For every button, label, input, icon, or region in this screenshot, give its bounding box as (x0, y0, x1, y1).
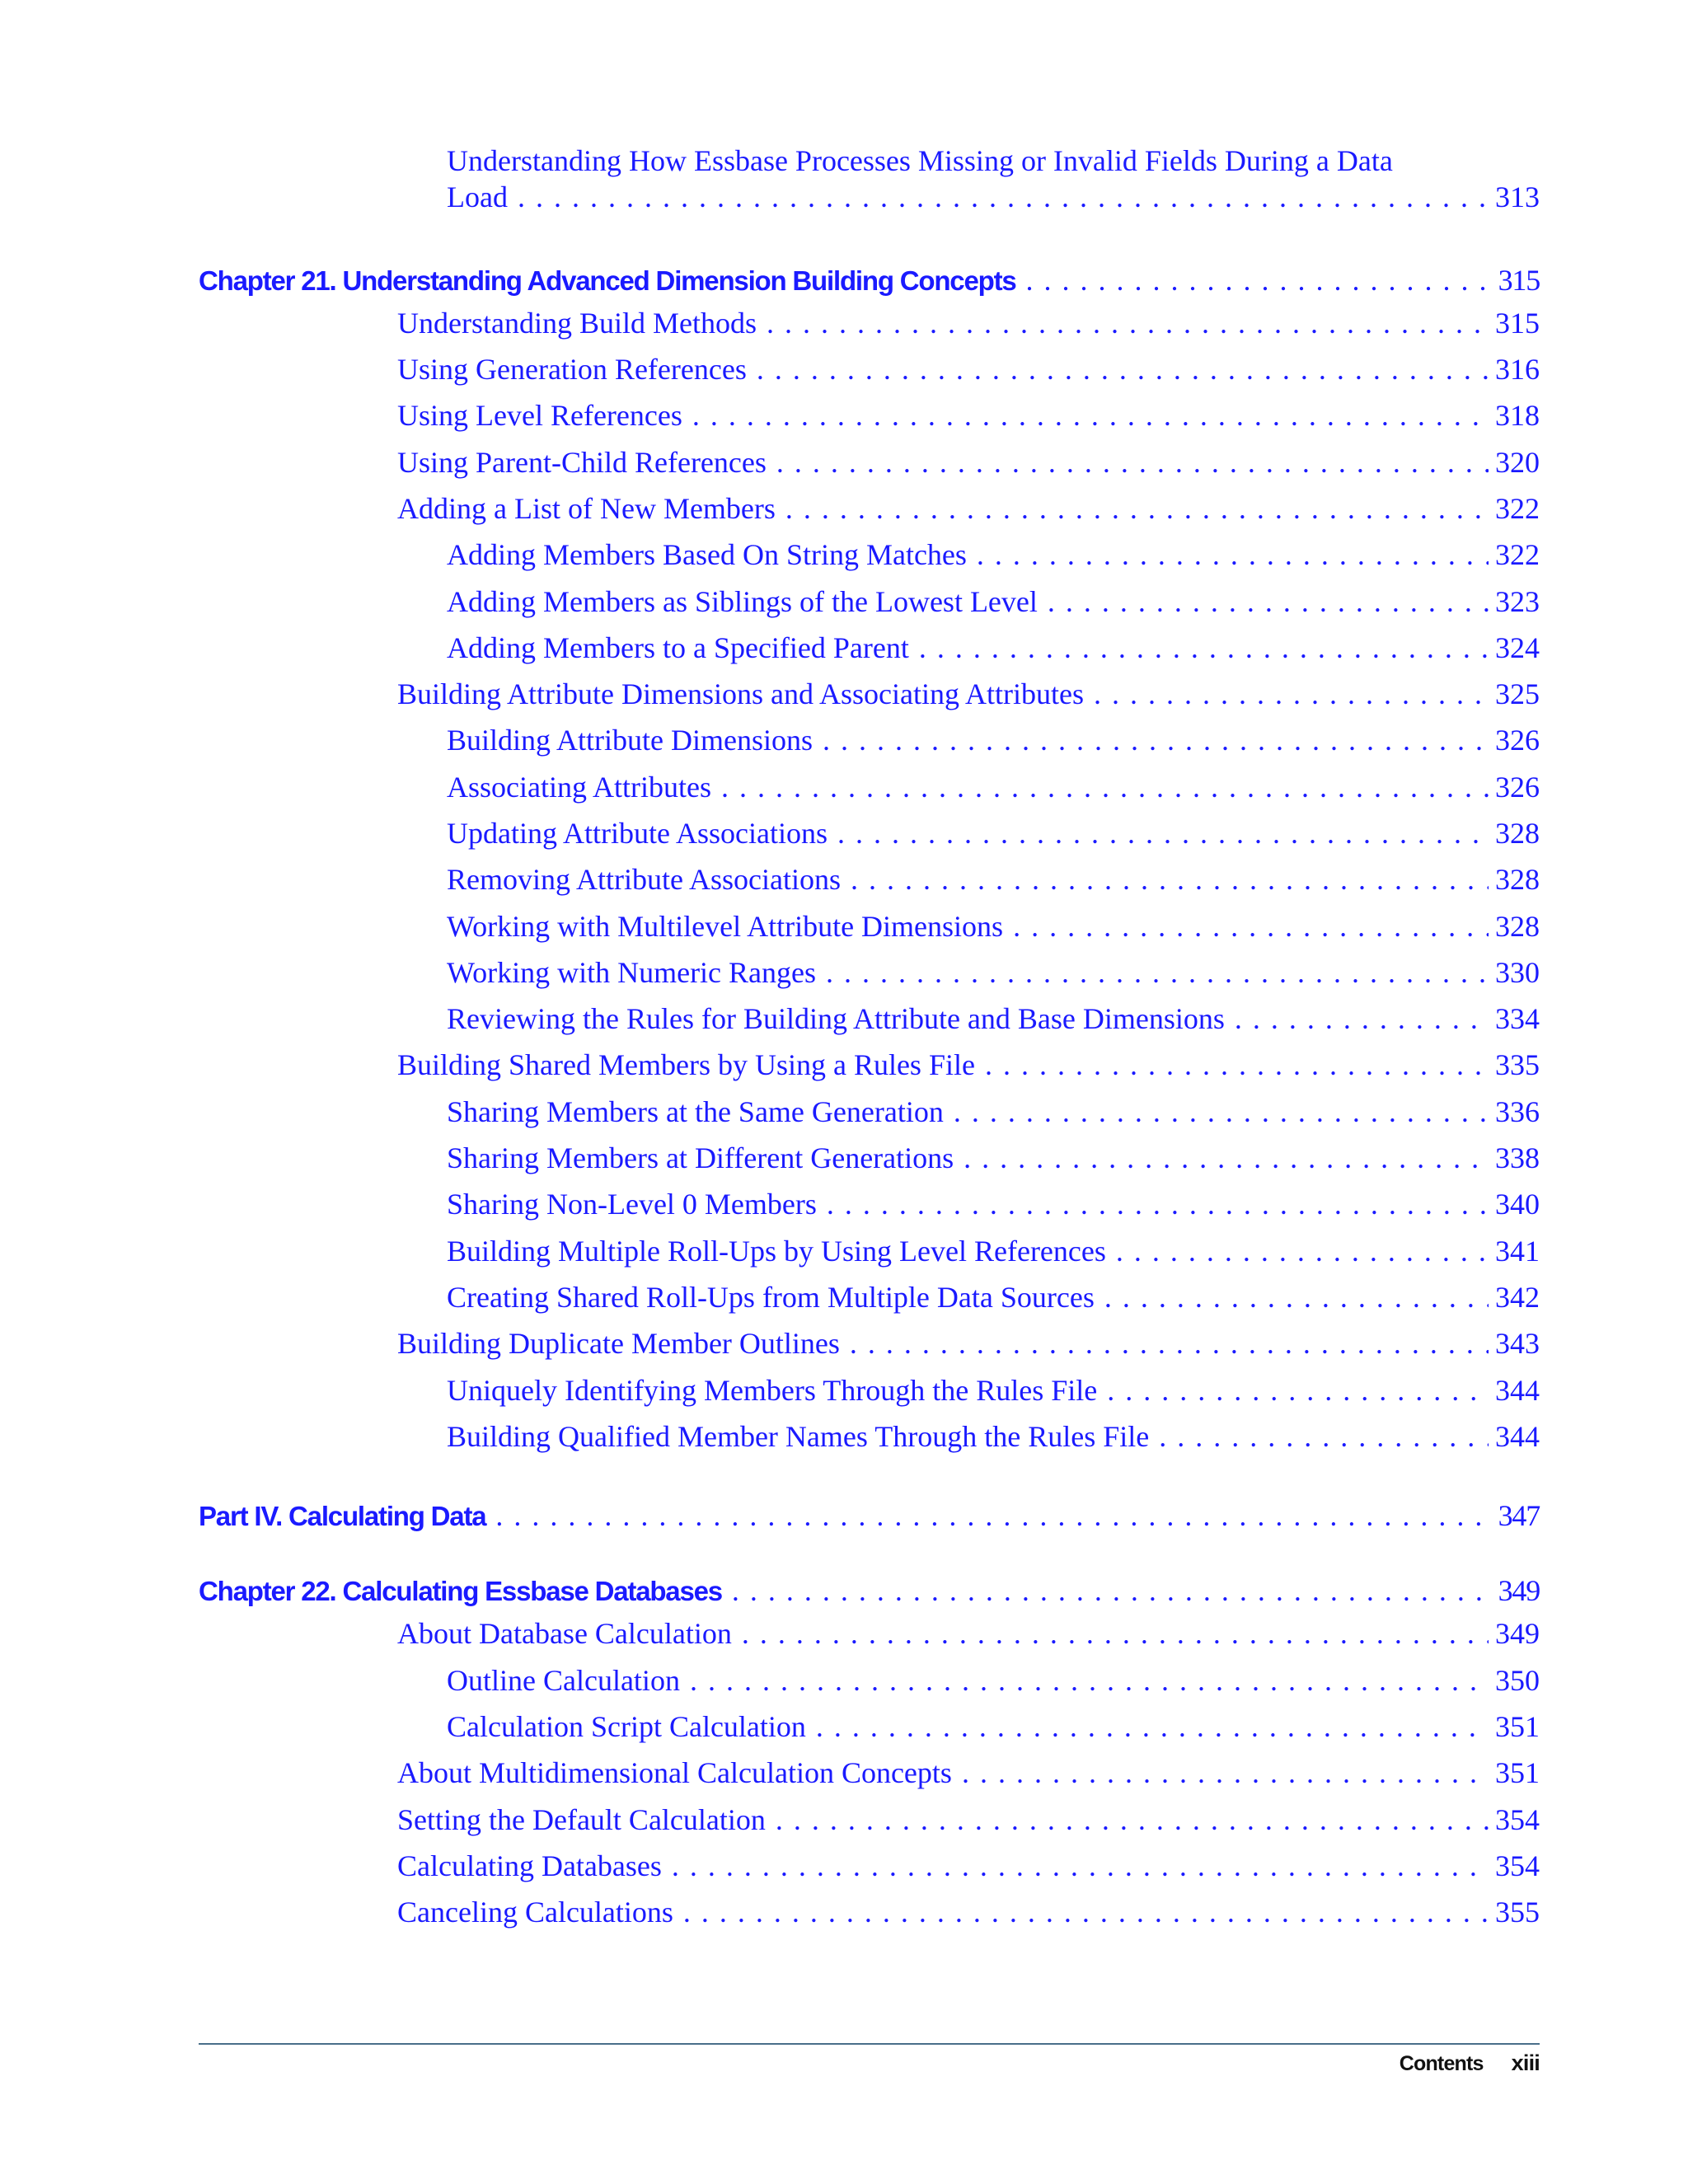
toc-entry-page: 324 (1495, 631, 1540, 664)
dot-leader (964, 1141, 1489, 1175)
toc-entry[interactable] (397, 1326, 1540, 1361)
toc-entry-page: 343 (1495, 1327, 1540, 1360)
toc-entry-title: Removing Attribute Associations (447, 863, 841, 896)
toc-entry-title: Calculating Databases (397, 1849, 662, 1882)
toc-entry-page: 351 (1495, 1756, 1540, 1789)
dot-leader (1116, 1234, 1489, 1268)
dot-leader (919, 630, 1489, 665)
toc-entry-page: 322 (1495, 538, 1540, 571)
toc-entry[interactable] (397, 491, 1540, 526)
toc-entry[interactable] (447, 909, 1540, 944)
toc-entry-page: 318 (1495, 399, 1540, 432)
dot-leader (985, 1047, 1489, 1082)
toc-heading-entry[interactable] (199, 1498, 1540, 1533)
dot-leader (977, 537, 1489, 572)
toc-entry-title: Outline Calculation (447, 1664, 680, 1697)
toc-entry-title: Using Parent-Child References (397, 446, 767, 479)
toc-entry-page: 349 (1495, 1617, 1540, 1650)
toc-entry-title: Uniquely Identifying Members Through the Rules File (447, 1374, 1098, 1407)
toc-entry-title: Building Shared Members by Using a Rules File (397, 1048, 975, 1081)
toc-entry[interactable] (397, 1895, 1540, 1929)
dot-leader (495, 1498, 1491, 1533)
toc-entry-page: 328 (1495, 817, 1540, 850)
dot-leader (1235, 1001, 1489, 1036)
dot-leader (1094, 677, 1489, 711)
toc-entry[interactable] (447, 1373, 1540, 1408)
toc-entry-title: Canceling Calculations (397, 1896, 673, 1929)
toc-entry-page: 328 (1495, 910, 1540, 943)
toc-entry-title: Updating Attribute Associations (447, 817, 828, 850)
dot-leader (776, 1802, 1489, 1837)
dot-leader (672, 1849, 1489, 1883)
toc-entry[interactable] (447, 537, 1540, 572)
toc-entry[interactable] (447, 630, 1540, 665)
toc-entry-title: Building Attribute Dimensions (447, 724, 814, 757)
toc-entry-title: About Database Calculation (397, 1617, 732, 1650)
dot-leader (518, 180, 1489, 214)
toc-entry-page: 349 (1498, 1574, 1540, 1607)
toc-entry[interactable] (397, 1849, 1540, 1883)
toc-entry-page: 325 (1495, 677, 1540, 710)
dot-leader (962, 1755, 1489, 1790)
footer-page-number: xiii (1511, 2050, 1540, 2075)
toc-entry-title: Working with Numeric Ranges (447, 956, 817, 989)
footer-section-label: Contents (1399, 2052, 1484, 2075)
toc-entry-page: 341 (1495, 1235, 1540, 1268)
dot-leader (837, 816, 1489, 851)
toc-entry[interactable] (447, 584, 1540, 619)
toc-entry-page: 322 (1495, 492, 1540, 525)
toc-entry[interactable] (397, 1802, 1540, 1837)
dot-leader (826, 955, 1489, 990)
toc-continued-title-line1[interactable]: Understanding How Essbase Processes Missing or Invalid Fields During a Data (447, 144, 1393, 177)
toc-entry[interactable] (397, 677, 1540, 711)
toc-heading-entry[interactable] (199, 1573, 1540, 1608)
toc-entry[interactable] (447, 1187, 1540, 1221)
toc-entry[interactable] (397, 306, 1540, 340)
toc-entry[interactable] (447, 1141, 1540, 1175)
toc-entry-title: Part IV. Calculating Data (199, 1501, 486, 1531)
toc-entry[interactable] (447, 1419, 1540, 1454)
toc-entry-title: Adding a List of New Members (397, 492, 776, 525)
toc-entry[interactable] (447, 816, 1540, 851)
toc-entry-page: 347 (1498, 1499, 1540, 1532)
dot-leader (1104, 1280, 1489, 1315)
toc-entry-page: 351 (1495, 1710, 1540, 1743)
toc-entry-title: Associating Attributes (447, 771, 711, 804)
toc-entry-title: Building Duplicate Member Outlines (397, 1327, 840, 1360)
dot-leader (692, 398, 1489, 433)
toc-entry[interactable] (397, 398, 1540, 433)
toc-entry[interactable] (447, 1234, 1540, 1268)
dot-leader (742, 1616, 1489, 1651)
toc-entry-page: 326 (1495, 724, 1540, 757)
toc-entry-title: Creating Shared Roll-Ups from Multiple Data Sources (447, 1281, 1095, 1314)
dot-leader (757, 352, 1489, 387)
dot-leader (683, 1895, 1489, 1929)
toc-entry-title: Sharing Non-Level 0 Members (447, 1188, 817, 1221)
toc-entry-title: Sharing Members at the Same Generation (447, 1095, 944, 1128)
toc-entry-page: 354 (1495, 1803, 1540, 1836)
dot-leader (721, 770, 1489, 804)
toc-entry[interactable] (447, 1001, 1540, 1036)
toc-entry-page: 316 (1495, 353, 1540, 386)
toc-entry-title: Building Attribute Dimensions and Associating Attributes (397, 677, 1084, 710)
dot-leader (785, 491, 1489, 526)
toc-entry-title: Chapter 21. Understanding Advanced Dimension Building Concepts (199, 265, 1016, 296)
toc-entry-page: 334 (1495, 1002, 1540, 1035)
toc-entry-page: 354 (1495, 1849, 1540, 1882)
dot-leader (732, 1573, 1492, 1608)
dot-leader (954, 1094, 1489, 1129)
toc-entry-page: 313 (1495, 180, 1540, 213)
toc-entry-title: About Multidimensional Calculation Concepts (397, 1756, 952, 1789)
dot-leader (776, 445, 1489, 480)
toc-entry-title: Understanding Build Methods (397, 307, 757, 340)
toc-entry-page: 315 (1495, 307, 1540, 340)
footer-divider (199, 2043, 1540, 2045)
toc-entry-page: 323 (1495, 585, 1540, 618)
toc-entry-title: Building Multiple Roll-Ups by Using Level References (447, 1235, 1106, 1268)
toc-entry-page: 320 (1495, 446, 1540, 479)
toc-continued-entry[interactable] (447, 180, 1540, 214)
dot-leader (767, 306, 1489, 340)
dot-leader (1159, 1419, 1489, 1454)
toc-entry-page: 340 (1495, 1188, 1540, 1221)
toc-entry[interactable] (447, 955, 1540, 990)
toc-entry[interactable] (447, 1709, 1540, 1744)
toc-entry-title: Adding Members Based On String Matches (447, 538, 967, 571)
dot-leader (850, 1326, 1489, 1361)
toc-entry-title: Calculation Script Calculation (447, 1710, 806, 1743)
toc-entry-title: Chapter 22. Calculating Essbase Databases (199, 1576, 722, 1606)
toc-entry[interactable] (397, 352, 1540, 387)
toc-entry-page: 338 (1495, 1141, 1540, 1174)
toc-entry-title: Using Level References (397, 399, 682, 432)
toc-entry-page: 326 (1495, 771, 1540, 804)
toc-entry-title: Sharing Members at Different Generations (447, 1141, 954, 1174)
toc-entry-page: 350 (1495, 1664, 1540, 1697)
dot-leader (851, 862, 1489, 897)
dot-leader (823, 723, 1489, 757)
dot-leader (1026, 263, 1492, 298)
toc-entry[interactable] (447, 1094, 1540, 1129)
toc-entry-page: 355 (1495, 1896, 1540, 1929)
toc-entry-page: 315 (1498, 264, 1540, 297)
toc-entry-title: Adding Members as Siblings of the Lowest Level (447, 585, 1038, 618)
dot-leader (827, 1187, 1489, 1221)
toc-entry-page: 335 (1495, 1048, 1540, 1081)
toc-entry-page: 330 (1495, 956, 1540, 989)
toc-entry[interactable] (447, 1663, 1540, 1698)
toc-entry-title: Adding Members to a Specified Parent (447, 631, 909, 664)
toc-entry-title: Load (447, 180, 508, 213)
toc-entry[interactable] (447, 862, 1540, 897)
toc-entry-title: Working with Multilevel Attribute Dimensions (447, 910, 1004, 943)
page-footer (1400, 2050, 1540, 2076)
toc-entry-title: Setting the Default Calculation (397, 1803, 766, 1836)
toc-entry-page: 344 (1495, 1420, 1540, 1453)
dot-leader (1107, 1373, 1489, 1408)
toc-entry-title: Using Generation References (397, 353, 747, 386)
toc-entry-page: 328 (1495, 863, 1540, 896)
toc-entry-title: Building Qualified Member Names Through the Rules File (447, 1420, 1150, 1453)
toc-entry[interactable] (447, 770, 1540, 804)
dot-leader (1048, 584, 1489, 619)
dot-leader (1013, 909, 1489, 944)
toc-entry-page: 336 (1495, 1095, 1540, 1128)
toc-entry[interactable] (397, 1047, 1540, 1082)
toc-entry-page: 342 (1495, 1281, 1540, 1314)
toc-heading-entry[interactable] (199, 263, 1540, 298)
toc-entry-title: Reviewing the Rules for Building Attribute and Base Dimensions (447, 1002, 1225, 1035)
toc-entry[interactable] (397, 1755, 1540, 1790)
dot-leader (816, 1709, 1489, 1744)
toc-entry[interactable] (447, 1280, 1540, 1315)
toc-entry[interactable] (397, 1616, 1540, 1651)
dot-leader (690, 1663, 1489, 1698)
toc-entry[interactable] (447, 723, 1540, 757)
toc-entry-page: 344 (1495, 1374, 1540, 1407)
toc-entry[interactable] (397, 445, 1540, 480)
